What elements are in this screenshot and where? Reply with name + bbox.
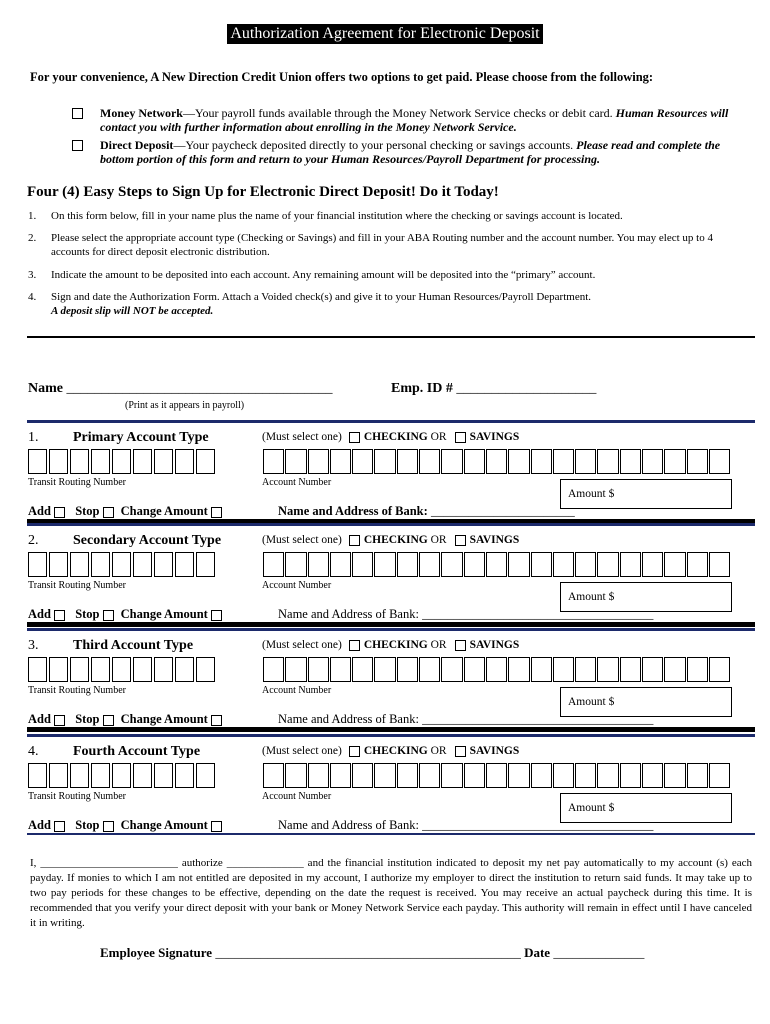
- account-number: 1.: [28, 430, 39, 445]
- account-bottom-rule: [27, 622, 755, 627]
- account-digit-box[interactable]: [597, 763, 618, 788]
- bank-name-row: [278, 818, 653, 833]
- account-digit-box[interactable]: [441, 763, 462, 788]
- name-hint: (Print as it appears in payroll): [125, 400, 245, 411]
- account-digit-box[interactable]: [374, 449, 395, 474]
- step-text: Indicate the amount to be deposited into each account. Any remaining amount will be deposited into the “primary” account.: [51, 269, 596, 281]
- routing-digit-box[interactable]: [49, 449, 68, 474]
- routing-digit-box[interactable]: [28, 449, 47, 474]
- savings-checkbox[interactable]: [455, 535, 466, 546]
- account-digit-box[interactable]: [285, 657, 306, 682]
- routing-label: Transit Routing Number: [28, 580, 126, 591]
- checking-checkbox[interactable]: [349, 432, 360, 443]
- account-digit-box[interactable]: [709, 449, 730, 474]
- account-number-boxes: [263, 657, 731, 682]
- account-digit-box[interactable]: [397, 763, 418, 788]
- date-label: Date: [524, 945, 551, 960]
- account-digit-box[interactable]: [553, 449, 574, 474]
- account-digit-box[interactable]: [620, 763, 641, 788]
- change-amount-label: Change Amount: [120, 818, 208, 832]
- account-digit-box[interactable]: [553, 763, 574, 788]
- account-digit-box[interactable]: [687, 552, 708, 577]
- routing-digit-box[interactable]: [133, 552, 152, 577]
- checking-checkbox[interactable]: [349, 746, 360, 757]
- account-number-label: Account Number: [262, 685, 332, 696]
- checking-label: CHECKING: [363, 534, 428, 546]
- option-text: —Your payroll funds available through the Money Network Service checks or debit card.: [182, 106, 613, 120]
- change-amount-label: Change Amount: [120, 504, 208, 518]
- savings-checkbox[interactable]: [455, 432, 466, 443]
- routing-digit-box[interactable]: [49, 657, 68, 682]
- stop-checkbox[interactable]: [103, 507, 114, 518]
- account-digit-box[interactable]: [486, 763, 507, 788]
- account-digit-box[interactable]: [575, 657, 596, 682]
- routing-digit-box[interactable]: [91, 657, 110, 682]
- checking-checkbox[interactable]: [349, 535, 360, 546]
- savings-label: SAVINGS: [469, 745, 520, 757]
- routing-label: Transit Routing Number: [28, 477, 126, 488]
- stop-label: Stop: [75, 504, 100, 518]
- account-digit-box[interactable]: [486, 449, 507, 474]
- account-digit-box[interactable]: [308, 657, 329, 682]
- step-text: Please select the appropriate account type (Checking or Savings) and fill in your ABA Routing number and the account number. You may elect up to 4 accounts for direct deposit electronic distribution.: [51, 232, 713, 258]
- steps-heading: Four (4) Easy Steps to Sign Up for Electronic Direct Deposit! Do it Today!: [27, 184, 499, 200]
- amount-field[interactable]: Amount $: [560, 687, 732, 717]
- add-checkbox[interactable]: [54, 507, 65, 518]
- routing-digit-box[interactable]: [196, 763, 215, 788]
- account-digit-box[interactable]: [441, 449, 462, 474]
- account-number-label: Account Number: [262, 477, 332, 488]
- routing-digit-box[interactable]: [28, 552, 47, 577]
- account-digit-box[interactable]: [263, 552, 284, 577]
- section-divider: [27, 336, 755, 338]
- routing-digit-box[interactable]: [49, 763, 68, 788]
- bank-name-row: [278, 712, 653, 727]
- must-select-label: (Must select one): [262, 639, 342, 651]
- account-digit-box[interactable]: [464, 763, 485, 788]
- step-number: 3.: [28, 269, 37, 281]
- routing-digit-box[interactable]: [70, 657, 89, 682]
- account-digit-box[interactable]: [575, 763, 596, 788]
- savings-label: SAVINGS: [469, 639, 520, 651]
- must-select-label: (Must select one): [262, 534, 342, 546]
- account-digit-box[interactable]: [441, 657, 462, 682]
- routing-digit-box[interactable]: [196, 657, 215, 682]
- account-digit-box[interactable]: [263, 657, 284, 682]
- signature-field[interactable]: _______________________________________________: [215, 945, 521, 960]
- account-digit-box[interactable]: [575, 552, 596, 577]
- or-label: OR: [430, 745, 447, 757]
- account-top-rule: [27, 628, 755, 631]
- change-amount-label: Change Amount: [120, 712, 208, 726]
- or-label: OR: [430, 431, 447, 443]
- account-top-rule: [27, 734, 755, 737]
- routing-digit-box[interactable]: [91, 449, 110, 474]
- change-amount-checkbox[interactable]: [211, 507, 222, 518]
- emp-id-field[interactable]: ____________________: [456, 381, 597, 396]
- account-digit-box[interactable]: [419, 449, 440, 474]
- account-digit-box[interactable]: [308, 763, 329, 788]
- routing-digit-box[interactable]: [154, 763, 173, 788]
- account-number-label: Account Number: [262, 791, 332, 802]
- must-select-label: (Must select one): [262, 431, 342, 443]
- account-digit-box[interactable]: [352, 657, 373, 682]
- direct-deposit-checkbox[interactable]: [72, 140, 83, 151]
- bank-name-field[interactable]: _______________________: [430, 504, 575, 518]
- name-field[interactable]: ______________________________________: [66, 381, 333, 396]
- amount-field[interactable]: Amount $: [560, 479, 732, 509]
- add-label: Add: [28, 712, 51, 726]
- account-type-title: Fourth Account Type: [73, 744, 201, 759]
- option-note: Please read and complete the bottom portion of this form and return to your Human Resources/Payroll Department for processing.: [100, 138, 721, 166]
- bank-name-label: Name and Address of Bank:: [278, 818, 419, 832]
- account-digit-box[interactable]: [531, 449, 552, 474]
- stop-checkbox[interactable]: [103, 715, 114, 726]
- account-digit-box[interactable]: [709, 657, 730, 682]
- account-number-boxes: [263, 449, 731, 474]
- account-bottom-rule: [27, 727, 755, 732]
- account-actions: [28, 712, 226, 727]
- option-label: Direct Deposit: [100, 138, 174, 152]
- checking-label: CHECKING: [363, 639, 428, 651]
- signature-label: Employee Signature: [100, 945, 213, 960]
- stop-checkbox[interactable]: [103, 821, 114, 832]
- savings-checkbox[interactable]: [455, 746, 466, 757]
- routing-digit-box[interactable]: [196, 552, 215, 577]
- account-digit-box[interactable]: [709, 763, 730, 788]
- account-digit-box[interactable]: [464, 657, 485, 682]
- money-network-checkbox[interactable]: [72, 108, 83, 119]
- routing-digit-box[interactable]: [175, 657, 194, 682]
- routing-digit-box[interactable]: [70, 763, 89, 788]
- routing-label: Transit Routing Number: [28, 791, 126, 802]
- account-digit-box[interactable]: [553, 657, 574, 682]
- account-digit-box[interactable]: [597, 657, 618, 682]
- account-digit-box[interactable]: [508, 657, 529, 682]
- account-actions: [28, 504, 226, 519]
- routing-number-boxes: [28, 763, 217, 788]
- account-select-row: [262, 745, 519, 757]
- add-label: Add: [28, 818, 51, 832]
- account-digit-box[interactable]: [285, 449, 306, 474]
- change-amount-checkbox[interactable]: [211, 610, 222, 621]
- account-digit-box[interactable]: [330, 552, 351, 577]
- account-digit-box[interactable]: [664, 657, 685, 682]
- form-title: Authorization Agreement for Electronic Deposit: [227, 24, 542, 44]
- routing-digit-box[interactable]: [112, 657, 131, 682]
- or-label: OR: [430, 639, 447, 651]
- account-digit-box[interactable]: [575, 449, 596, 474]
- name-row: [28, 381, 333, 397]
- authorization-paragraph: I, _________________________ authorize ______________ and the financial institution indicated to deposit my net pay automatically to my account (s) each payday. If monies to which I am not entitled are deposited in my account, I authorize my employer to direct the institution to return said funds. It may take up to two pay periods for these changes to be effective, depending on the date the request is received. You may receive an actual paycheck during this time. It is recommended that you verify your direct deposit with your bank or Money Network Service each payday. This authority will remain in effect until I have canceled it in writing.: [30, 857, 752, 929]
- routing-digit-box[interactable]: [112, 763, 131, 788]
- stop-label: Stop: [75, 712, 100, 726]
- account-digit-box[interactable]: [687, 763, 708, 788]
- routing-digit-box[interactable]: [28, 763, 47, 788]
- routing-digit-box[interactable]: [70, 449, 89, 474]
- change-amount-checkbox[interactable]: [211, 821, 222, 832]
- account-digit-box[interactable]: [620, 552, 641, 577]
- routing-number-boxes: [28, 657, 217, 682]
- routing-digit-box[interactable]: [91, 552, 110, 577]
- account-digit-box[interactable]: [397, 449, 418, 474]
- change-amount-checkbox[interactable]: [211, 715, 222, 726]
- stop-label: Stop: [75, 607, 100, 621]
- checking-checkbox[interactable]: [349, 640, 360, 651]
- account-digit-box[interactable]: [263, 449, 284, 474]
- account-digit-box[interactable]: [397, 657, 418, 682]
- savings-checkbox[interactable]: [455, 640, 466, 651]
- account-select-row: [262, 534, 519, 546]
- step-text: Sign and date the Authorization Form. Attach a Voided check(s) and give it to your Human Resources/Payroll Department.: [51, 291, 592, 303]
- account-number: 2.: [28, 533, 39, 548]
- account-digit-box[interactable]: [308, 449, 329, 474]
- routing-digit-box[interactable]: [112, 449, 131, 474]
- add-label: Add: [28, 607, 51, 621]
- stop-label: Stop: [75, 818, 100, 832]
- account-number-boxes: [263, 552, 731, 577]
- account-digit-box[interactable]: [642, 449, 663, 474]
- bank-name-label: Name and Address of Bank:: [278, 504, 428, 518]
- routing-digit-box[interactable]: [70, 552, 89, 577]
- account-digit-box[interactable]: [419, 552, 440, 577]
- checking-label: CHECKING: [363, 431, 428, 443]
- bank-name-row: [278, 504, 575, 519]
- account-digit-box[interactable]: [352, 449, 373, 474]
- emp-id-label: Emp. ID #: [391, 381, 453, 396]
- amount-field[interactable]: Amount $: [560, 582, 732, 612]
- account-number: 3.: [28, 638, 39, 653]
- bank-name-field[interactable]: _____________________________________: [422, 607, 654, 621]
- account-bottom-rule: [27, 833, 755, 835]
- option-label: Money Network: [100, 106, 183, 120]
- account-actions: [28, 607, 226, 622]
- account-digit-box[interactable]: [374, 657, 395, 682]
- add-label: Add: [28, 504, 51, 518]
- routing-digit-box[interactable]: [175, 449, 194, 474]
- amount-field[interactable]: Amount $: [560, 793, 732, 823]
- bank-name-label: Name and Address of Bank:: [278, 607, 419, 621]
- account-digit-box[interactable]: [464, 552, 485, 577]
- bank-name-label: Name and Address of Bank:: [278, 712, 419, 726]
- account-digit-box[interactable]: [664, 763, 685, 788]
- account-digit-box[interactable]: [464, 449, 485, 474]
- routing-digit-box[interactable]: [112, 552, 131, 577]
- account-number-label: Account Number: [262, 580, 332, 591]
- account-digit-box[interactable]: [531, 763, 552, 788]
- routing-digit-box[interactable]: [154, 552, 173, 577]
- account-type-title: Third Account Type: [73, 638, 194, 653]
- routing-number-boxes: [28, 449, 217, 474]
- account-number: 4.: [28, 744, 39, 759]
- account-digit-box[interactable]: [709, 552, 730, 577]
- option-text: —Your paycheck deposited directly to your personal checking or savings accounts.: [173, 138, 574, 152]
- intro-text: For your convenience, A New Direction Credit Union offers two options to get paid. Please choose from the following:: [30, 70, 654, 84]
- account-digit-box[interactable]: [419, 657, 440, 682]
- add-checkbox[interactable]: [54, 715, 65, 726]
- account-actions: [28, 818, 226, 833]
- account-digit-box[interactable]: [531, 657, 552, 682]
- change-amount-label: Change Amount: [120, 607, 208, 621]
- account-digit-box[interactable]: [553, 552, 574, 577]
- account-digit-box[interactable]: [330, 657, 351, 682]
- account-digit-box[interactable]: [441, 552, 462, 577]
- routing-digit-box[interactable]: [49, 552, 68, 577]
- routing-digit-box[interactable]: [28, 657, 47, 682]
- date-field[interactable]: ______________: [553, 945, 645, 960]
- account-top-rule: [27, 523, 755, 526]
- account-digit-box[interactable]: [664, 449, 685, 474]
- routing-digit-box[interactable]: [175, 763, 194, 788]
- account-select-row: [262, 639, 519, 651]
- account-digit-box[interactable]: [285, 552, 306, 577]
- account-digit-box[interactable]: [419, 763, 440, 788]
- account-digit-box[interactable]: [330, 449, 351, 474]
- account-digit-box[interactable]: [687, 449, 708, 474]
- step-number: 4.: [28, 291, 37, 303]
- account-type-title: Secondary Account Type: [73, 533, 222, 548]
- routing-digit-box[interactable]: [175, 552, 194, 577]
- routing-digit-box[interactable]: [91, 763, 110, 788]
- name-label: Name: [28, 381, 63, 396]
- account-digit-box[interactable]: [620, 657, 641, 682]
- account-digit-box[interactable]: [642, 763, 663, 788]
- routing-digit-box[interactable]: [133, 763, 152, 788]
- account-digit-box[interactable]: [620, 449, 641, 474]
- step-number: 2.: [28, 232, 37, 244]
- bank-name-field[interactable]: _____________________________________: [422, 818, 654, 832]
- account-digit-box[interactable]: [664, 552, 685, 577]
- routing-number-boxes: [28, 552, 217, 577]
- routing-digit-box[interactable]: [133, 449, 152, 474]
- account-select-row: [262, 431, 519, 443]
- routing-digit-box[interactable]: [133, 657, 152, 682]
- emp-id-row: [391, 381, 596, 397]
- account-digit-box[interactable]: [263, 763, 284, 788]
- account-digit-box[interactable]: [531, 552, 552, 577]
- account-digit-box[interactable]: [486, 657, 507, 682]
- routing-digit-box[interactable]: [154, 449, 173, 474]
- add-checkbox[interactable]: [54, 610, 65, 621]
- bank-name-row: [278, 607, 653, 622]
- step-note: A deposit slip will NOT be accepted: [51, 305, 211, 317]
- routing-digit-box[interactable]: [154, 657, 173, 682]
- stop-checkbox[interactable]: [103, 610, 114, 621]
- account-digit-box[interactable]: [285, 763, 306, 788]
- account-number-boxes: [263, 763, 731, 788]
- routing-label: Transit Routing Number: [28, 685, 126, 696]
- savings-label: SAVINGS: [469, 431, 520, 443]
- option-note: Human Resources will contact you with further information about enrolling in the Money Network Service.: [100, 106, 729, 134]
- signature-row: [100, 945, 644, 961]
- must-select-label: (Must select one): [262, 745, 342, 757]
- account-digit-box[interactable]: [374, 763, 395, 788]
- account-digit-box[interactable]: [642, 657, 663, 682]
- checking-label: CHECKING: [363, 745, 428, 757]
- account-digit-box[interactable]: [397, 552, 418, 577]
- or-label: OR: [430, 534, 447, 546]
- step-number: 1.: [28, 210, 37, 222]
- account-digit-box[interactable]: [687, 657, 708, 682]
- account-digit-box[interactable]: [486, 552, 507, 577]
- account-top-rule: [27, 420, 755, 423]
- account-digit-box[interactable]: [508, 449, 529, 474]
- account-digit-box[interactable]: [508, 763, 529, 788]
- add-checkbox[interactable]: [54, 821, 65, 832]
- account-digit-box[interactable]: [352, 763, 373, 788]
- account-type-title: Primary Account Type: [73, 430, 209, 445]
- bank-name-field[interactable]: _____________________________________: [422, 712, 654, 726]
- account-digit-box[interactable]: [374, 552, 395, 577]
- routing-digit-box[interactable]: [196, 449, 215, 474]
- step-text: On this form below, fill in your name plus the name of your financial institution where the checking or savings account is located.: [51, 210, 623, 222]
- account-digit-box[interactable]: [597, 552, 618, 577]
- account-digit-box[interactable]: [352, 552, 373, 577]
- account-digit-box[interactable]: [508, 552, 529, 577]
- account-digit-box[interactable]: [330, 763, 351, 788]
- account-digit-box[interactable]: [642, 552, 663, 577]
- account-digit-box[interactable]: [597, 449, 618, 474]
- account-digit-box[interactable]: [308, 552, 329, 577]
- savings-label: SAVINGS: [469, 534, 520, 546]
